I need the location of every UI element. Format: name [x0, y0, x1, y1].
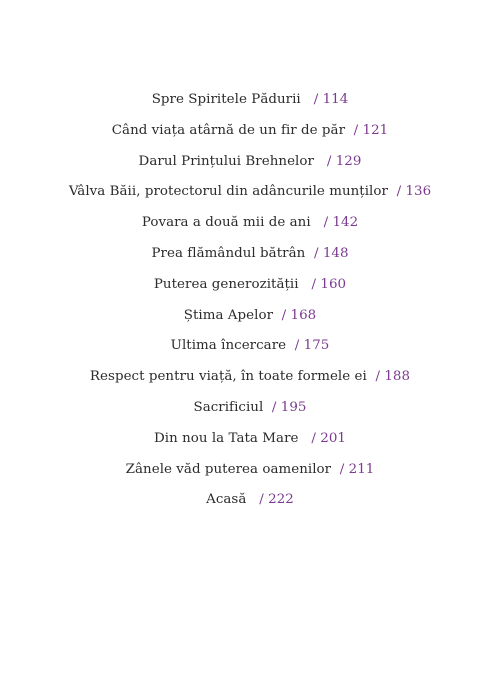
toc-entry-title: Puterea generozității [153, 276, 299, 292]
toc-entry-page: 211 [348, 461, 375, 477]
toc-entry-page: 148 [322, 245, 349, 261]
toc-entry [0, 305, 500, 336]
toc-separator: / [294, 338, 300, 354]
toc-entry-title: Știma Apelor [183, 307, 274, 323]
toc-separator: / [281, 307, 287, 323]
toc-entry [0, 89, 500, 120]
toc-entry-title: Vâlva Băii, protectorul din adâncurile munților [68, 184, 388, 200]
toc-entry-page: 129 [335, 153, 362, 169]
toc-entry [0, 274, 500, 305]
toc-entry [0, 335, 500, 366]
toc-entry-title: Sacrificiul [193, 399, 264, 415]
toc-separator: / [259, 492, 264, 508]
toc-separator: / [323, 215, 329, 231]
toc-entry-title: Spre Spiritele Pădurii [151, 92, 301, 107]
toc-entry [0, 181, 500, 212]
toc-entry-page: 160 [320, 276, 347, 292]
toc-entry-title: Din nou la Tata Mare [153, 430, 299, 446]
toc-entry [0, 366, 500, 397]
toc-entry-title: Ultima încercare [170, 338, 287, 354]
toc-entry-title: Respect pentru viață, în toate formele ei [89, 369, 367, 385]
toc-entry-title: Prea flămândul bătrân [151, 245, 306, 261]
toc-entry [0, 243, 500, 274]
toc-separator: / [271, 399, 277, 415]
toc-entry-title: Povara a două mii de ani [141, 215, 311, 231]
toc-separator: / [311, 430, 316, 446]
toc-entry-page: 142 [332, 215, 359, 231]
toc-entry-page: 121 [362, 122, 389, 138]
toc-entry-page: 222 [268, 492, 294, 508]
toc-entry-page: 168 [290, 307, 317, 323]
toc-entry-page: 175 [303, 338, 330, 354]
toc-separator: / [339, 461, 345, 477]
toc-entry [0, 151, 500, 182]
toc-entry [0, 397, 500, 428]
toc-entry [0, 212, 500, 243]
toc-entry-page: 188 [384, 369, 411, 385]
toc-separator: / [311, 276, 317, 292]
toc-entry [0, 489, 500, 520]
toc-entry [0, 120, 500, 151]
table-of-contents [0, 89, 500, 520]
toc-separator: / [353, 122, 359, 138]
toc-entry-page: 136 [405, 184, 432, 200]
toc-entry [0, 459, 500, 490]
toc-entry [0, 428, 500, 459]
toc-entry-page: 195 [280, 399, 307, 415]
toc-entry-title: Acasă [206, 492, 247, 508]
toc-entry-title: Darul Prințului Brehnelor [138, 153, 314, 169]
toc-entry-title: Zânele văd puterea oamenilor [125, 461, 332, 477]
toc-separator: / [313, 245, 319, 261]
toc-entry-page: 201 [320, 430, 347, 446]
toc-entry-title: Când viața atârnă de un fir de păr [111, 122, 346, 138]
toc-separator: / [326, 153, 332, 169]
toc-separator: / [313, 92, 319, 107]
toc-separator: / [396, 184, 402, 200]
toc-separator: / [375, 369, 381, 385]
toc-entry-page: 114 [322, 92, 349, 107]
